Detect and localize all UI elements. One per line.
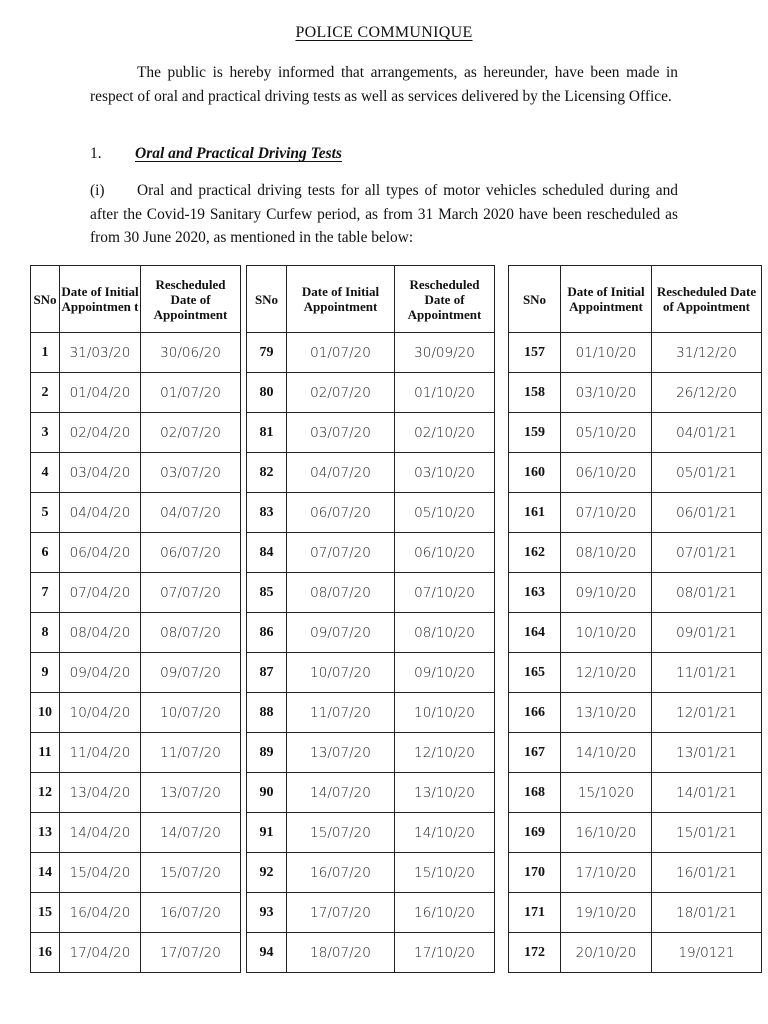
cell-rescheduled-date: 15/01/21	[652, 813, 762, 853]
cell-sno: 6	[31, 533, 60, 573]
cell-rescheduled-date: 10/10/20	[395, 693, 495, 733]
cell-initial-date: 06/07/20	[287, 493, 395, 533]
header-initial-date: Date of Initial Appointment	[561, 266, 652, 333]
cell-rescheduled-date: 16/10/20	[395, 893, 495, 933]
subsection-paragraph	[90, 179, 678, 250]
cell-sno: 2	[31, 373, 60, 413]
cell-initial-date: 06/04/20	[60, 533, 141, 573]
table-row	[31, 693, 762, 733]
cell-rescheduled-date: 02/10/20	[395, 413, 495, 453]
cell-rescheduled-date: 07/10/20	[395, 573, 495, 613]
header-initial-date: Date of Initial Appointment	[287, 266, 395, 333]
cell-initial-date: 18/07/20	[287, 933, 395, 973]
cell-initial-date: 09/04/20	[60, 653, 141, 693]
cell-initial-date: 01/04/20	[60, 373, 141, 413]
column-divider	[495, 853, 509, 893]
cell-rescheduled-date: 05/10/20	[395, 493, 495, 533]
cell-sno: 157	[509, 333, 561, 373]
cell-rescheduled-date: 05/01/21	[652, 453, 762, 493]
column-divider	[495, 533, 509, 573]
cell-sno: 12	[31, 773, 60, 813]
cell-sno: 7	[31, 573, 60, 613]
cell-sno: 88	[247, 693, 287, 733]
cell-sno: 5	[31, 493, 60, 533]
section-heading	[90, 145, 342, 163]
column-divider	[495, 653, 509, 693]
subsection-text: Oral and practical driving tests for all types of motor vehicles scheduled during and after the Covid-19 Sanitary Curfew period, as from 31 March 2020 have been rescheduled as from 30 June 2020, as mentioned in the table below:	[90, 182, 678, 246]
cell-initial-date: 17/04/20	[60, 933, 141, 973]
cell-rescheduled-date: 16/01/21	[652, 853, 762, 893]
section-title: Oral and Practical Driving Tests	[135, 145, 342, 162]
table-row	[31, 813, 762, 853]
cell-initial-date: 19/10/20	[561, 893, 652, 933]
cell-initial-date: 16/04/20	[60, 893, 141, 933]
cell-initial-date: 11/07/20	[287, 693, 395, 733]
table-row	[31, 413, 762, 453]
cell-initial-date: 15/04/20	[60, 853, 141, 893]
cell-initial-date: 10/04/20	[60, 693, 141, 733]
header-initial-date: Date of Initial Appointmen t	[60, 266, 141, 333]
cell-rescheduled-date: 04/01/21	[652, 413, 762, 453]
cell-initial-date: 11/04/20	[60, 733, 141, 773]
table-row	[31, 933, 762, 973]
cell-initial-date: 05/10/20	[561, 413, 652, 453]
cell-rescheduled-date: 14/10/20	[395, 813, 495, 853]
cell-sno: 4	[31, 453, 60, 493]
cell-sno: 10	[31, 693, 60, 733]
table-row	[31, 773, 762, 813]
cell-initial-date: 16/10/20	[561, 813, 652, 853]
column-divider	[495, 773, 509, 813]
column-divider	[495, 333, 509, 373]
column-divider	[495, 933, 509, 973]
cell-sno: 81	[247, 413, 287, 453]
cell-sno: 163	[509, 573, 561, 613]
cell-rescheduled-date: 17/07/20	[141, 933, 241, 973]
cell-initial-date: 17/10/20	[561, 853, 652, 893]
cell-initial-date: 13/07/20	[287, 733, 395, 773]
cell-sno: 80	[247, 373, 287, 413]
cell-initial-date: 12/10/20	[561, 653, 652, 693]
cell-sno: 170	[509, 853, 561, 893]
cell-rescheduled-date: 03/10/20	[395, 453, 495, 493]
cell-sno: 168	[509, 773, 561, 813]
cell-rescheduled-date: 13/01/21	[652, 733, 762, 773]
cell-initial-date: 04/04/20	[60, 493, 141, 533]
cell-rescheduled-date: 30/06/20	[141, 333, 241, 373]
cell-initial-date: 13/04/20	[60, 773, 141, 813]
cell-sno: 92	[247, 853, 287, 893]
cell-rescheduled-date: 30/09/20	[395, 333, 495, 373]
cell-rescheduled-date: 18/01/21	[652, 893, 762, 933]
cell-sno: 1	[31, 333, 60, 373]
table-row	[31, 853, 762, 893]
cell-rescheduled-date: 31/12/20	[652, 333, 762, 373]
cell-rescheduled-date: 06/01/21	[652, 493, 762, 533]
table-row	[31, 533, 762, 573]
cell-rescheduled-date: 14/01/21	[652, 773, 762, 813]
cell-initial-date: 07/07/20	[287, 533, 395, 573]
cell-sno: 16	[31, 933, 60, 973]
table-row	[31, 733, 762, 773]
cell-rescheduled-date: 11/07/20	[141, 733, 241, 773]
table-row	[31, 493, 762, 533]
cell-sno: 94	[247, 933, 287, 973]
column-divider	[495, 613, 509, 653]
column-divider	[495, 573, 509, 613]
cell-rescheduled-date: 02/07/20	[141, 413, 241, 453]
cell-sno: 91	[247, 813, 287, 853]
column-divider	[495, 453, 509, 493]
cell-initial-date: 08/07/20	[287, 573, 395, 613]
table-row	[31, 653, 762, 693]
cell-initial-date: 07/10/20	[561, 493, 652, 533]
cell-sno: 167	[509, 733, 561, 773]
table-row	[31, 613, 762, 653]
header-rescheduled-date: Rescheduled Date of Appointment	[141, 266, 241, 333]
appointments-table	[30, 265, 762, 973]
cell-rescheduled-date: 08/01/21	[652, 573, 762, 613]
cell-initial-date: 10/07/20	[287, 653, 395, 693]
cell-rescheduled-date: 15/07/20	[141, 853, 241, 893]
cell-rescheduled-date: 26/12/20	[652, 373, 762, 413]
cell-initial-date: 17/07/20	[287, 893, 395, 933]
cell-initial-date: 02/07/20	[287, 373, 395, 413]
cell-rescheduled-date: 12/10/20	[395, 733, 495, 773]
section-number: 1.	[90, 145, 102, 162]
cell-initial-date: 15/07/20	[287, 813, 395, 853]
header-sno: SNo	[31, 266, 60, 333]
cell-sno: 164	[509, 613, 561, 653]
header-sno: SNo	[247, 266, 287, 333]
document-title: POLICE COMMUNIQUE	[295, 24, 473, 41]
cell-rescheduled-date: 09/01/21	[652, 613, 762, 653]
cell-rescheduled-date: 14/07/20	[141, 813, 241, 853]
cell-initial-date: 02/04/20	[60, 413, 141, 453]
cell-rescheduled-date: 06/10/20	[395, 533, 495, 573]
column-divider	[495, 733, 509, 773]
cell-rescheduled-date: 09/07/20	[141, 653, 241, 693]
column-divider	[495, 373, 509, 413]
cell-sno: 14	[31, 853, 60, 893]
cell-rescheduled-date: 11/01/21	[652, 653, 762, 693]
cell-sno: 11	[31, 733, 60, 773]
table-header-row	[31, 266, 762, 333]
cell-initial-date: 07/04/20	[60, 573, 141, 613]
cell-sno: 166	[509, 693, 561, 733]
cell-sno: 89	[247, 733, 287, 773]
cell-sno: 15	[31, 893, 60, 933]
cell-initial-date: 09/10/20	[561, 573, 652, 613]
column-divider	[495, 893, 509, 933]
cell-sno: 84	[247, 533, 287, 573]
cell-initial-date: 20/10/20	[561, 933, 652, 973]
cell-rescheduled-date: 10/07/20	[141, 693, 241, 733]
cell-sno: 90	[247, 773, 287, 813]
cell-rescheduled-date: 15/10/20	[395, 853, 495, 893]
cell-sno: 158	[509, 373, 561, 413]
cell-sno: 82	[247, 453, 287, 493]
cell-initial-date: 16/07/20	[287, 853, 395, 893]
cell-initial-date: 31/03/20	[60, 333, 141, 373]
column-divider	[495, 693, 509, 733]
cell-sno: 159	[509, 413, 561, 453]
cell-rescheduled-date: 07/07/20	[141, 573, 241, 613]
cell-sno: 161	[509, 493, 561, 533]
cell-initial-date: 03/10/20	[561, 373, 652, 413]
cell-rescheduled-date: 06/07/20	[141, 533, 241, 573]
cell-initial-date: 01/07/20	[287, 333, 395, 373]
cell-sno: 85	[247, 573, 287, 613]
table-row	[31, 893, 762, 933]
cell-initial-date: 03/07/20	[287, 413, 395, 453]
cell-sno: 3	[31, 413, 60, 453]
cell-sno: 87	[247, 653, 287, 693]
cell-initial-date: 08/10/20	[561, 533, 652, 573]
cell-sno: 160	[509, 453, 561, 493]
header-rescheduled-date: Rescheduled Date of Appointment	[652, 266, 762, 333]
cell-sno: 171	[509, 893, 561, 933]
cell-rescheduled-date: 17/10/20	[395, 933, 495, 973]
cell-rescheduled-date: 16/07/20	[141, 893, 241, 933]
cell-initial-date: 14/07/20	[287, 773, 395, 813]
column-divider	[495, 266, 509, 333]
cell-sno: 93	[247, 893, 287, 933]
header-sno: SNo	[509, 266, 561, 333]
cell-rescheduled-date: 01/07/20	[141, 373, 241, 413]
cell-sno: 8	[31, 613, 60, 653]
cell-rescheduled-date: 08/07/20	[141, 613, 241, 653]
cell-initial-date: 14/04/20	[60, 813, 141, 853]
cell-initial-date: 08/04/20	[60, 613, 141, 653]
intro-paragraph: The public is hereby informed that arrangements, as hereunder, have been made in respect of oral and practical driving tests as well as services delivered by the Licensing Office.	[90, 64, 678, 105]
table-row	[31, 453, 762, 493]
cell-rescheduled-date: 13/10/20	[395, 773, 495, 813]
cell-sno: 162	[509, 533, 561, 573]
header-rescheduled-date: Rescheduled Date of Appointment	[395, 266, 495, 333]
cell-rescheduled-date: 08/10/20	[395, 613, 495, 653]
cell-initial-date: 15/1020	[561, 773, 652, 813]
cell-initial-date: 01/10/20	[561, 333, 652, 373]
cell-rescheduled-date: 19/0121	[652, 933, 762, 973]
cell-sno: 9	[31, 653, 60, 693]
cell-initial-date: 09/07/20	[287, 613, 395, 653]
column-divider	[495, 813, 509, 853]
cell-rescheduled-date: 04/07/20	[141, 493, 241, 533]
cell-rescheduled-date: 13/07/20	[141, 773, 241, 813]
cell-initial-date: 04/07/20	[287, 453, 395, 493]
cell-initial-date: 03/04/20	[60, 453, 141, 493]
cell-sno: 165	[509, 653, 561, 693]
table-row	[31, 373, 762, 413]
table-row	[31, 573, 762, 613]
cell-rescheduled-date: 09/10/20	[395, 653, 495, 693]
cell-initial-date: 10/10/20	[561, 613, 652, 653]
cell-initial-date: 06/10/20	[561, 453, 652, 493]
cell-sno: 86	[247, 613, 287, 653]
cell-sno: 172	[509, 933, 561, 973]
cell-initial-date: 14/10/20	[561, 733, 652, 773]
column-divider	[495, 493, 509, 533]
cell-rescheduled-date: 01/10/20	[395, 373, 495, 413]
cell-rescheduled-date: 12/01/21	[652, 693, 762, 733]
cell-sno: 79	[247, 333, 287, 373]
cell-rescheduled-date: 03/07/20	[141, 453, 241, 493]
column-divider	[495, 413, 509, 453]
cell-rescheduled-date: 07/01/21	[652, 533, 762, 573]
subsection-label: (i)	[90, 182, 105, 199]
table-row	[31, 333, 762, 373]
cell-initial-date: 13/10/20	[561, 693, 652, 733]
cell-sno: 13	[31, 813, 60, 853]
cell-sno: 169	[509, 813, 561, 853]
cell-sno: 83	[247, 493, 287, 533]
